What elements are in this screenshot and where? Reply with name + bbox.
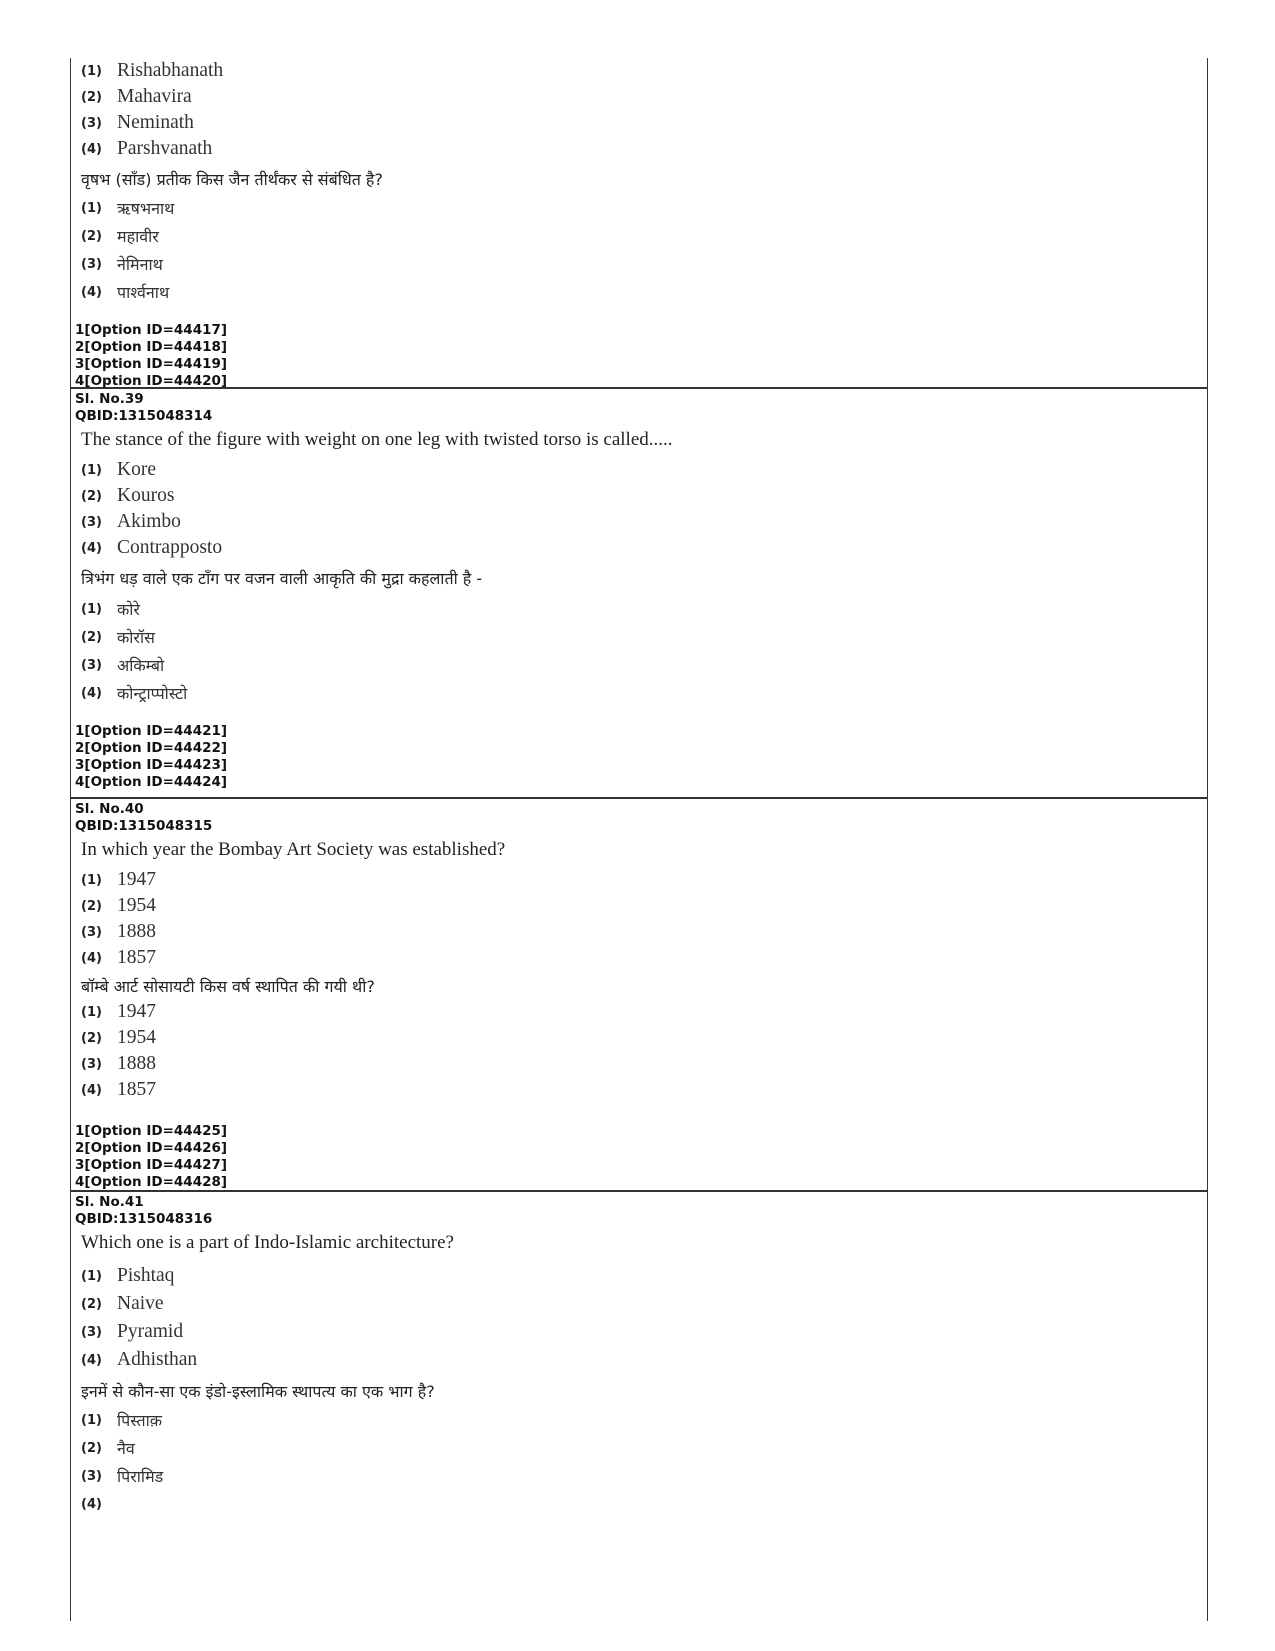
option-3-en bbox=[81, 110, 1207, 136]
option-text: Pishtaq bbox=[117, 1265, 175, 1286]
qbid: QBID:1315048314 bbox=[75, 408, 213, 424]
option-ids bbox=[75, 322, 1207, 393]
option-text: Rishabhanath bbox=[117, 60, 224, 81]
options-hindi bbox=[75, 194, 1207, 306]
option-number: (1) bbox=[81, 872, 102, 888]
option-4-en bbox=[81, 945, 1207, 971]
option-number: (4) bbox=[81, 1496, 102, 1512]
option-number: (4) bbox=[81, 141, 102, 157]
option-number: (4) bbox=[81, 950, 102, 966]
option-id: 1[Option ID=44425] bbox=[75, 1123, 228, 1139]
option-id: 2[Option ID=44426] bbox=[75, 1140, 228, 1156]
option-number: (1) bbox=[81, 1004, 102, 1020]
option-text: Neminath bbox=[117, 112, 194, 133]
option-4-hi bbox=[81, 1077, 1207, 1103]
question-hindi: त्रिभंग धड़ वाले एक टाँग पर वजन वाली आकृति की मुद्रा कहलाती है - bbox=[81, 569, 483, 588]
option-number: (3) bbox=[81, 115, 102, 131]
option-text: पिस्ताक़ bbox=[117, 1411, 163, 1430]
option-number: (2) bbox=[81, 488, 102, 504]
option-text: 1857 bbox=[117, 947, 156, 968]
option-text: Akimbo bbox=[117, 511, 181, 532]
option-2-en bbox=[81, 483, 1207, 509]
option-number: (4) bbox=[81, 1082, 102, 1098]
option-1-en bbox=[81, 457, 1207, 483]
option-number: (4) bbox=[81, 1352, 102, 1368]
option-id: 2[Option ID=44422] bbox=[75, 740, 228, 756]
question-hindi: बॉम्बे आर्ट सोसायटी किस वर्ष स्थापित की गयी थी? bbox=[81, 977, 375, 996]
serial-number: Sl. No.41 bbox=[75, 1194, 144, 1210]
option-id: 3[Option ID=44423] bbox=[75, 757, 228, 773]
option-2-en bbox=[81, 1290, 1207, 1318]
option-id: 1[Option ID=44417] bbox=[75, 322, 228, 338]
option-text: नैव bbox=[117, 1439, 135, 1458]
option-3-hi bbox=[81, 1462, 1207, 1490]
option-id: 1[Option ID=44421] bbox=[75, 723, 228, 739]
option-number: (1) bbox=[81, 601, 102, 617]
option-1-en bbox=[81, 867, 1207, 893]
option-ids bbox=[75, 723, 1207, 794]
option-3-en bbox=[81, 509, 1207, 535]
option-1-hi bbox=[81, 595, 1207, 623]
option-text: नेमिनाथ bbox=[117, 255, 163, 274]
option-id: 4[Option ID=44424] bbox=[75, 774, 228, 790]
option-text: 1947 bbox=[117, 1001, 156, 1022]
option-1-en bbox=[81, 58, 1207, 84]
option-text: 1947 bbox=[117, 869, 156, 890]
options-hindi bbox=[75, 999, 1207, 1103]
qbid: QBID:1315048315 bbox=[75, 818, 213, 834]
option-text: Parshvanath bbox=[117, 138, 213, 159]
option-number: (3) bbox=[81, 924, 102, 940]
option-1-en bbox=[81, 1262, 1207, 1290]
option-3-hi bbox=[81, 651, 1207, 679]
option-number: (1) bbox=[81, 462, 102, 478]
options-english bbox=[75, 457, 1207, 561]
option-text: Adhisthan bbox=[117, 1349, 198, 1370]
option-text: ऋषभनाथ bbox=[117, 199, 175, 218]
option-number: (2) bbox=[81, 228, 102, 244]
option-text: कोरे bbox=[117, 600, 140, 619]
option-number: (4) bbox=[81, 540, 102, 556]
option-1-hi bbox=[81, 194, 1207, 222]
option-text: Naive bbox=[117, 1293, 164, 1314]
option-number: (3) bbox=[81, 256, 102, 272]
option-text: कोन्ट्राप्पोस्टो bbox=[117, 684, 188, 703]
option-4-hi bbox=[81, 278, 1207, 306]
option-text: 1857 bbox=[117, 1079, 156, 1100]
option-text: Pyramid bbox=[117, 1321, 184, 1342]
options-hindi bbox=[75, 1406, 1207, 1518]
option-text: पार्श्वनाथ bbox=[117, 283, 170, 302]
question-block-38 bbox=[71, 58, 1207, 389]
option-number: (1) bbox=[81, 1412, 102, 1428]
option-text: Mahavira bbox=[117, 86, 192, 107]
option-4-en bbox=[81, 535, 1207, 561]
option-number: (3) bbox=[81, 657, 102, 673]
serial-number: Sl. No.39 bbox=[75, 391, 144, 407]
question-paper-page bbox=[70, 58, 1208, 1621]
question-block-39 bbox=[71, 389, 1207, 799]
option-2-hi bbox=[81, 222, 1207, 250]
option-4-en bbox=[81, 1346, 1207, 1374]
option-id: 3[Option ID=44419] bbox=[75, 356, 228, 372]
option-id: 3[Option ID=44427] bbox=[75, 1157, 228, 1173]
option-id: 2[Option ID=44418] bbox=[75, 339, 228, 355]
option-4-en bbox=[81, 136, 1207, 162]
option-text: 1888 bbox=[117, 1053, 156, 1074]
option-text: कोरॉस bbox=[117, 628, 155, 647]
options-english bbox=[75, 1262, 1207, 1374]
option-3-en bbox=[81, 919, 1207, 945]
option-1-hi bbox=[81, 1406, 1207, 1434]
option-number: (4) bbox=[81, 284, 102, 300]
qbid: QBID:1315048316 bbox=[75, 1211, 213, 1227]
question-block-41 bbox=[71, 1192, 1207, 1621]
option-number: (1) bbox=[81, 1268, 102, 1284]
options-english bbox=[75, 58, 1207, 162]
option-number: (2) bbox=[81, 898, 102, 914]
option-number: (4) bbox=[81, 685, 102, 701]
serial-number: Sl. No.40 bbox=[75, 801, 144, 817]
option-number: (3) bbox=[81, 514, 102, 530]
options-english bbox=[75, 867, 1207, 971]
option-2-hi bbox=[81, 623, 1207, 651]
option-4-hi bbox=[81, 679, 1207, 707]
option-text: 1888 bbox=[117, 921, 156, 942]
option-number: (3) bbox=[81, 1468, 102, 1484]
option-text: Kouros bbox=[117, 485, 175, 506]
options-hindi bbox=[75, 595, 1207, 707]
option-2-en bbox=[81, 893, 1207, 919]
question-hindi: वृषभ (साँड) प्रतीक किस जैन तीर्थंकर से संबंधित है? bbox=[81, 170, 383, 189]
option-ids bbox=[75, 1123, 1207, 1194]
option-number: (2) bbox=[81, 1030, 102, 1046]
question-english: Which one is a part of Indo-Islamic architecture? bbox=[81, 1232, 454, 1253]
question-english: The stance of the figure with weight on one leg with twisted torso is called..... bbox=[81, 429, 673, 450]
option-number: (3) bbox=[81, 1324, 102, 1340]
option-number: (2) bbox=[81, 629, 102, 645]
option-text: Kore bbox=[117, 459, 156, 480]
question-block-40 bbox=[71, 799, 1207, 1192]
option-text: अकिम्बो bbox=[117, 656, 165, 675]
option-number: (2) bbox=[81, 1296, 102, 1312]
option-3-hi bbox=[81, 250, 1207, 278]
option-text: पिरामिड bbox=[117, 1467, 164, 1486]
question-english: In which year the Bombay Art Society was established? bbox=[81, 839, 506, 860]
option-2-hi bbox=[81, 1434, 1207, 1462]
option-number: (2) bbox=[81, 1440, 102, 1456]
option-number: (3) bbox=[81, 1056, 102, 1072]
option-number: (1) bbox=[81, 63, 102, 79]
option-3-en bbox=[81, 1318, 1207, 1346]
option-1-hi bbox=[81, 999, 1207, 1025]
option-text: 1954 bbox=[117, 895, 156, 916]
option-id: 4[Option ID=44420] bbox=[75, 373, 228, 389]
option-4-hi bbox=[81, 1490, 1207, 1518]
option-id: 4[Option ID=44428] bbox=[75, 1174, 228, 1190]
option-text: 1954 bbox=[117, 1027, 156, 1048]
option-3-hi bbox=[81, 1051, 1207, 1077]
option-text: Contrapposto bbox=[117, 537, 223, 558]
option-2-en bbox=[81, 84, 1207, 110]
question-hindi: इनमें से कौन-सा एक इंडो-इस्लामिक स्थापत्य का एक भाग है? bbox=[81, 1382, 435, 1401]
option-number: (1) bbox=[81, 200, 102, 216]
option-number: (2) bbox=[81, 89, 102, 105]
option-2-hi bbox=[81, 1025, 1207, 1051]
option-text: महावीर bbox=[117, 227, 159, 246]
